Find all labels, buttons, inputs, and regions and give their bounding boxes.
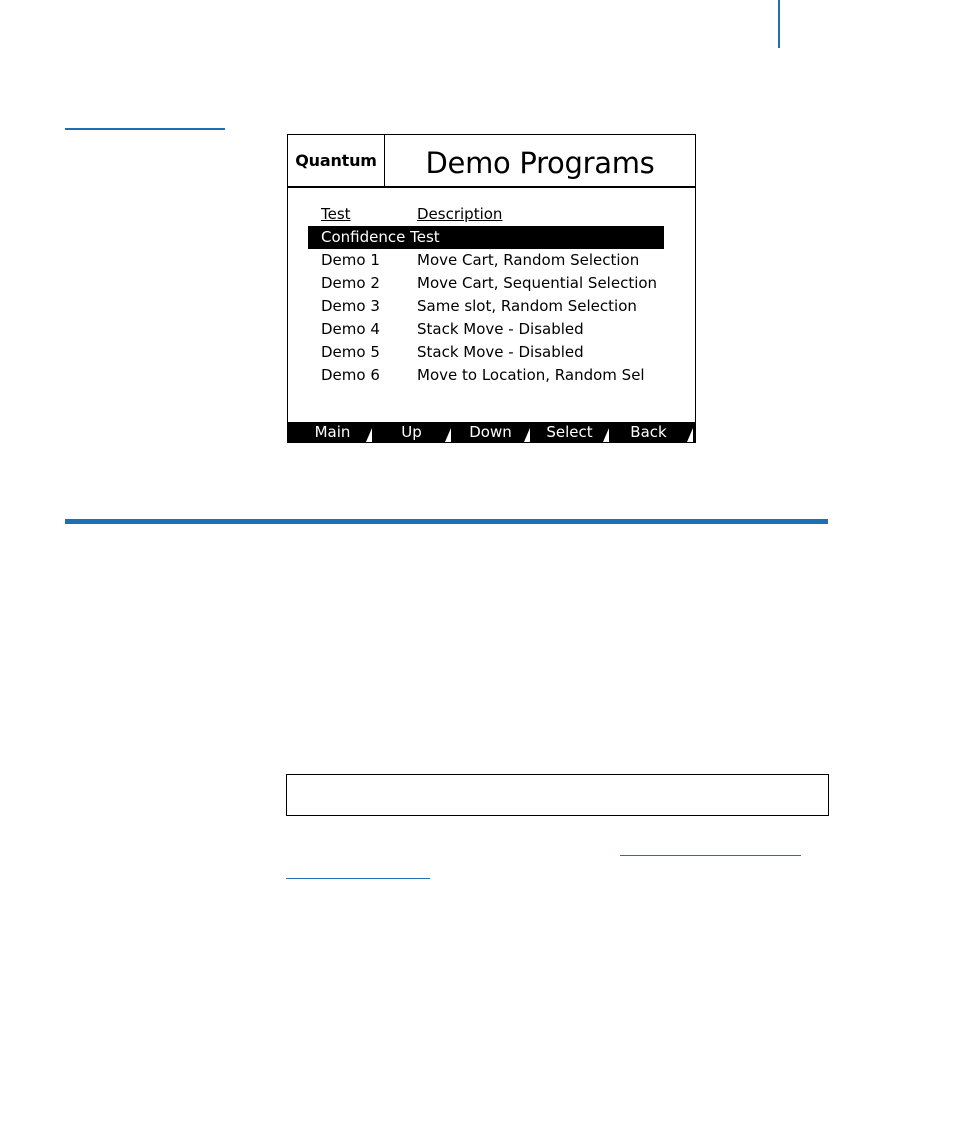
list-item-test: Demo 6 — [321, 366, 380, 384]
list-item-demo-2[interactable] — [288, 272, 695, 295]
main-softkey-button[interactable]: Main — [293, 422, 372, 442]
column-header-test: Test — [321, 205, 351, 223]
list-item-description: Same slot, Random Selection — [417, 297, 637, 315]
cross-reference-link-underline[interactable] — [286, 878, 430, 879]
list-item-demo-1[interactable] — [288, 249, 695, 272]
list-item-demo-5[interactable] — [288, 341, 695, 364]
list-item-test: Demo 2 — [321, 274, 380, 292]
page-corner-rule — [778, 0, 780, 48]
softkey-bar — [288, 422, 695, 442]
select-softkey-button[interactable]: Select — [530, 422, 609, 442]
up-softkey-button[interactable]: Up — [372, 422, 451, 442]
list-item-description: Move to Location, Random Sel — [417, 366, 645, 384]
note-box — [286, 774, 829, 816]
list-item-description: Move Cart, Sequential Selection — [417, 274, 658, 292]
brand-logo: Quantum — [288, 135, 385, 186]
list-item-test: Demo 1 — [321, 251, 380, 269]
list-item-test: Demo 5 — [321, 343, 380, 361]
figure-label-rule — [65, 128, 225, 130]
cross-reference-link-underline[interactable] — [620, 855, 801, 856]
list-item-test: Demo 4 — [321, 320, 380, 338]
back-softkey-button[interactable]: Back — [609, 422, 688, 442]
list-header — [288, 203, 695, 226]
screen-title: Demo Programs — [425, 146, 655, 180]
list-item-label: Confidence Test — [321, 228, 440, 246]
column-header-description: Description — [417, 205, 503, 223]
list-item-demo-3[interactable] — [288, 295, 695, 318]
list-item-description: Stack Move - Disabled — [417, 343, 584, 361]
section-divider — [65, 519, 828, 524]
list-item-demo-6[interactable] — [288, 364, 695, 387]
list-item-description: Stack Move - Disabled — [417, 320, 584, 338]
demo-program-list — [288, 203, 695, 387]
list-item-confidence-test[interactable] — [308, 226, 664, 249]
list-item-demo-4[interactable] — [288, 318, 695, 341]
lcd-header — [288, 135, 695, 188]
list-item-test: Demo 3 — [321, 297, 380, 315]
down-softkey-button[interactable]: Down — [451, 422, 530, 442]
list-item-description: Move Cart, Random Selection — [417, 251, 640, 269]
lcd-screen — [287, 134, 696, 443]
